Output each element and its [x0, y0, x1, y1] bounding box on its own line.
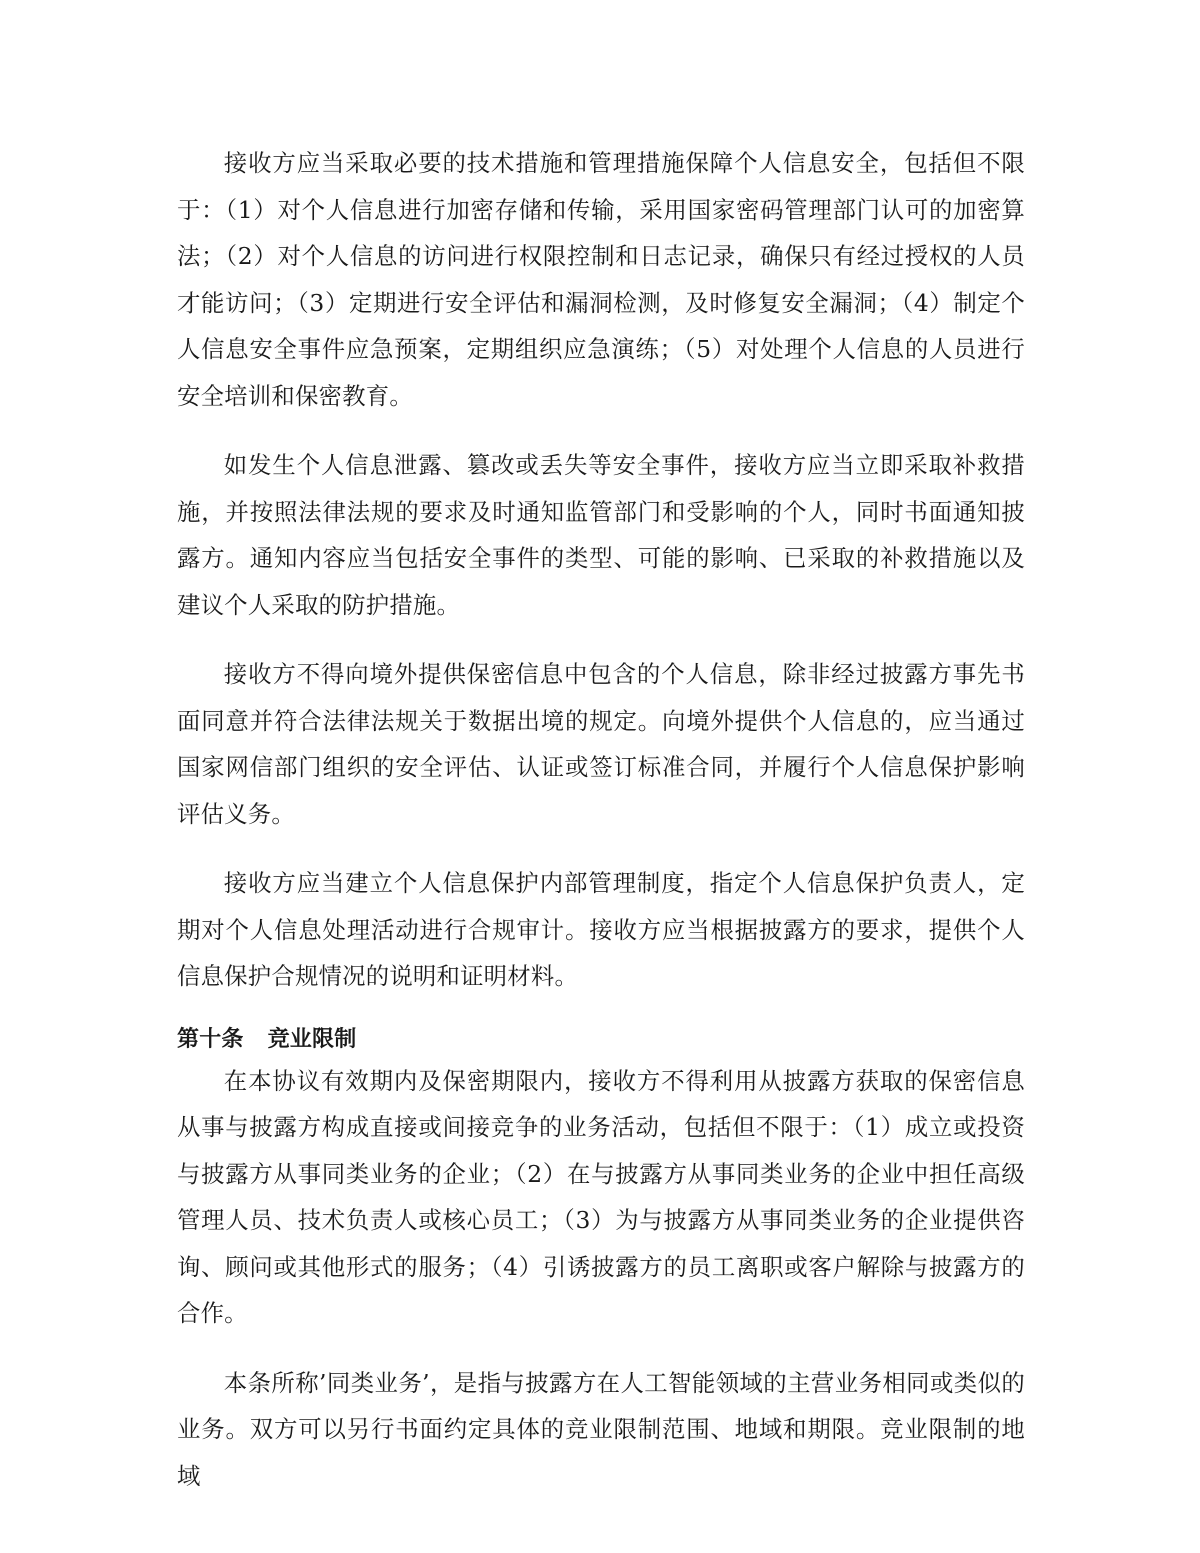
paragraph-similar-business: 本条所称’同类业务’，是指与披露方在人工智能领域的主营业务相同或类似的业务。双方可以另行书面约定具体的竞业限制范围、地域和期限。竞业限制的地域 — [177, 1368, 1025, 1490]
section-number: 第十条 — [177, 1026, 244, 1052]
paragraph-internal-management: 接收方应当建立个人信息保护内部管理制度，指定个人信息保护负责人，定期对个人信息处理活动进行合规审计。接收方应当根据披露方的要求，提供个人信息保护合规情况的说明和证明材料。 — [177, 869, 1025, 990]
paragraph-cross-border-transfer: 接收方不得向境外提供保密信息中包含的个人信息，除非经过披露方事先书面同意并符合法律法规关于数据出境的规定。向境外提供个人信息的，应当通过国家网信部门组织的安全评估、认证或签订标准合同，并履行个人信息保护影响评估义务。 — [177, 660, 1025, 828]
paragraph-non-compete: 在本协议有效期内及保密期限内，接收方不得利用从披露方获取的保密信息从事与披露方构成直接或间接竞争的业务活动，包括但不限于：（1）成立或投资与披露方从事同类业务的企业；（2）在与披露方从事同类业务的企业中担任高级管理人员、技术负责人或核心员工；（3）为与披露方从事同类业务的企业提供咨询、顾问或其他形式的服务；（4）引诱披露方的员工离职或客户解除与披露方的合作。 — [177, 1066, 1025, 1327]
section-title: 竞业限制 — [267, 1026, 357, 1052]
paragraph-security-incident: 如发生个人信息泄露、篡改或丢失等安全事件，接收方应当立即采取补救措施，并按照法律法规的要求及时通知监管部门和受影响的个人，同时书面通知披露方。通知内容应当包括安全事件的类型、可能的影响、已采取的补救措施以及建议个人采取的防护措施。 — [177, 451, 1025, 619]
paragraph-security-measures: 接收方应当采取必要的技术措施和管理措施保障个人信息安全，包括但不限于：（1）对个人信息进行加密存储和传输，采用国家密码管理部门认可的加密算法；（2）对个人信息的访问进行权限控制和日志记录，确保只有经过授权的人员才能访问；（3）定期进行安全评估和漏洞检测，及时修复安全漏洞；（4）制定个人信息安全事件应急预案，定期组织应急演练；（5）对处理个人信息的人员进行安全培训和保密教育。 — [177, 149, 1025, 410]
document-body — [177, 140, 1025, 1499]
section-heading — [177, 1022, 1025, 1058]
